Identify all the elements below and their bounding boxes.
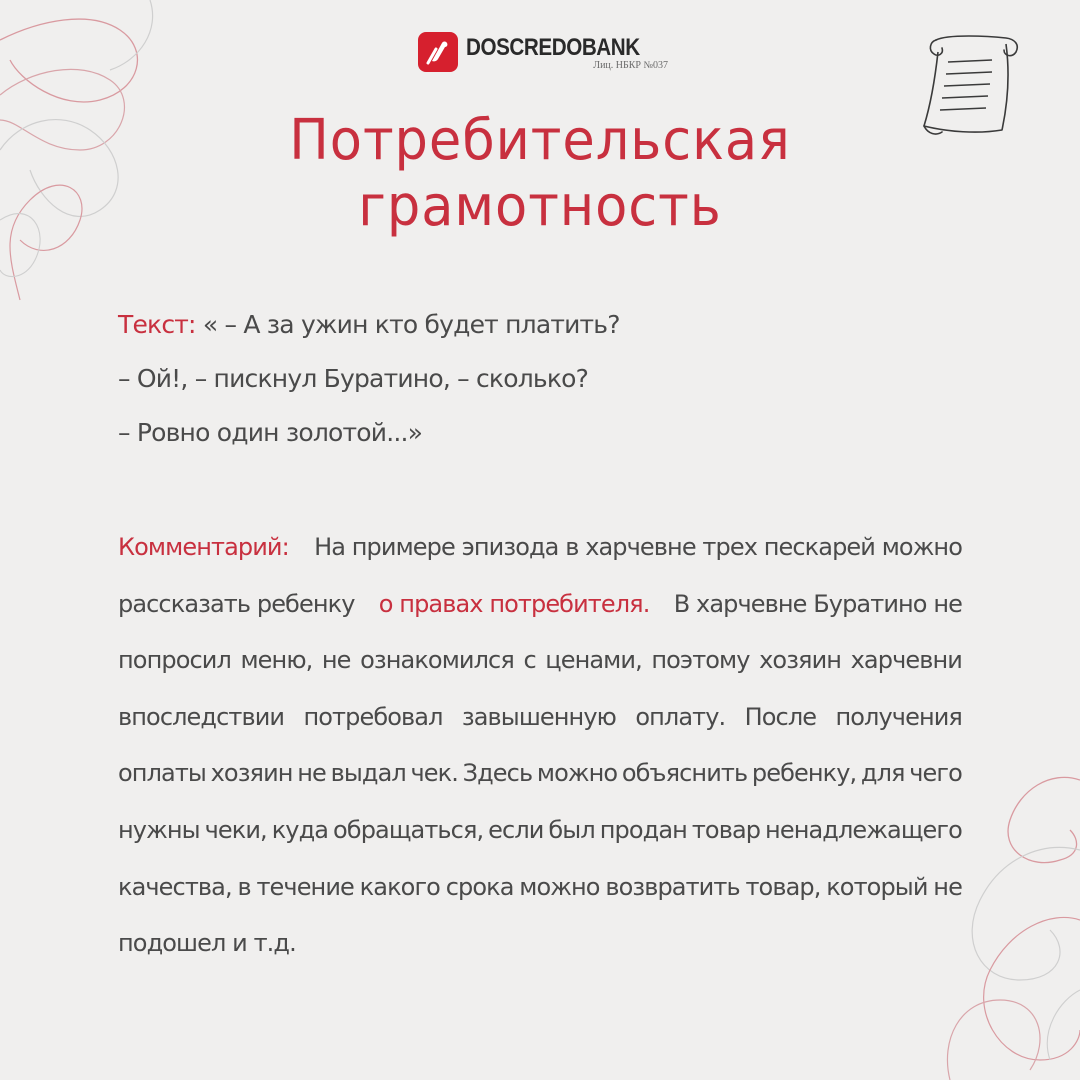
consumer-rights-highlight: о правах потребителя. bbox=[378, 589, 650, 618]
comment-word: чек. bbox=[410, 759, 458, 788]
quote-line-2: – Ой!, – пискнул Буратино, – сколько? bbox=[118, 364, 589, 393]
comment-word: меню, bbox=[240, 646, 313, 675]
comment-word: После bbox=[744, 702, 817, 731]
comment-word: ненадлежащего bbox=[765, 815, 962, 844]
comment-word: можно bbox=[536, 759, 618, 788]
comment-line-3 bbox=[118, 632, 962, 689]
comment-word: не bbox=[933, 872, 962, 901]
comment-line-7 bbox=[118, 859, 962, 916]
comment-word: чеки, bbox=[204, 815, 267, 844]
comment-word: для bbox=[860, 759, 905, 788]
comment-word: объяснить bbox=[621, 759, 748, 788]
comment-word: который bbox=[826, 872, 928, 901]
comment-word: продан bbox=[599, 815, 687, 844]
title-line-1: Потребительская bbox=[289, 108, 791, 173]
comment-line-6 bbox=[118, 802, 962, 859]
comment-word: с bbox=[523, 646, 536, 675]
comment-block bbox=[118, 519, 962, 972]
comment-word: оплаты bbox=[118, 759, 206, 788]
comment-word: не bbox=[321, 646, 351, 675]
comment-word: выдал bbox=[330, 759, 406, 788]
comment-word: завышенную bbox=[461, 702, 616, 731]
comment-word: Здесь bbox=[462, 759, 533, 788]
comment-word: товар bbox=[691, 815, 761, 844]
doscredobank-logo-icon bbox=[418, 32, 458, 72]
quote-block bbox=[118, 298, 818, 460]
comment-word: попросил bbox=[118, 646, 231, 675]
comment-word: в bbox=[237, 872, 251, 901]
comment-word: можно bbox=[519, 872, 600, 901]
comment-word: возвратить bbox=[605, 872, 740, 901]
quote-line-1 bbox=[118, 298, 818, 352]
comment-label: Комментарий: bbox=[118, 533, 289, 561]
comment-word: не bbox=[297, 759, 326, 788]
comment-line-5 bbox=[118, 745, 962, 802]
comment-word: куда bbox=[271, 815, 329, 844]
comment-text-2b: В харчевне Буратино не bbox=[673, 589, 962, 618]
comment-line-4 bbox=[118, 689, 962, 746]
comment-word: течение bbox=[256, 872, 354, 901]
title-line-2: грамотность bbox=[358, 174, 722, 239]
comment-word: ценами, bbox=[545, 646, 642, 675]
comment-line-2 bbox=[118, 576, 962, 633]
comment-word: если bbox=[488, 815, 544, 844]
comment-text-2a: рассказать ребенку bbox=[118, 589, 355, 618]
comment-word: ребенку, bbox=[751, 759, 857, 788]
comment-word: чего bbox=[909, 759, 962, 788]
brand-name: DOSCREDOBANK bbox=[466, 34, 640, 61]
comment-word: хозяин bbox=[210, 759, 293, 788]
comment-word: качества, bbox=[118, 872, 232, 901]
comment-word: впоследствии bbox=[118, 702, 285, 731]
comment-word: хозяин bbox=[759, 646, 842, 675]
comment-word: харчевни bbox=[850, 646, 962, 675]
quote-line-3: – Ровно один золотой...» bbox=[118, 418, 423, 447]
brand-text bbox=[466, 30, 668, 74]
brand-license: Лиц. НБКР №037 bbox=[593, 60, 669, 71]
comment-word: был bbox=[548, 815, 595, 844]
comment-word: потребовал bbox=[303, 702, 443, 731]
brand-logo bbox=[418, 30, 668, 74]
comment-line-8: подошел и т.д. bbox=[118, 929, 296, 958]
quote-label: Текст: bbox=[118, 310, 196, 339]
page-title bbox=[32, 108, 1047, 240]
comment-word: поэтому bbox=[651, 646, 750, 675]
comment-word: ознакомился bbox=[360, 646, 514, 675]
comment-word: товар, bbox=[745, 872, 821, 901]
comment-word: срока bbox=[445, 872, 514, 901]
comment-text-1: На примере эпизода в харчевне трех пескарей можно bbox=[314, 533, 962, 561]
comment-word: оплату. bbox=[635, 702, 726, 731]
comment-word: обращаться, bbox=[333, 815, 484, 844]
comment-word: получения bbox=[835, 702, 962, 731]
comment-word: какого bbox=[359, 872, 440, 901]
comment-word: нужны bbox=[118, 815, 200, 844]
comment-line-1 bbox=[118, 519, 962, 576]
quote-text-1: « – А за ужин кто будет платить? bbox=[202, 310, 620, 339]
